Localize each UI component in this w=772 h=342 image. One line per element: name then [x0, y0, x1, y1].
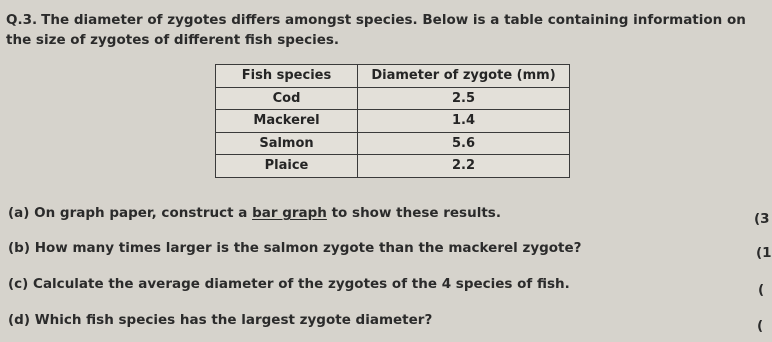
question-c: (c) Calculate the average diameter of the zygotes of the 4 species of fish. — [8, 276, 570, 292]
header-fish-species: Fish species — [216, 65, 358, 88]
cell-diameter: 2.5 — [358, 87, 570, 110]
question-a-suffix: to show these results. — [326, 205, 501, 221]
cell-species: Mackerel — [216, 110, 358, 133]
question-a-emphasis: bar graph — [252, 205, 327, 221]
question-number: Q.3. — [6, 12, 38, 28]
header-diameter: Diameter of zygote (mm) — [358, 65, 570, 88]
cell-species: Salmon — [216, 132, 358, 155]
cell-species: Plaice — [216, 155, 358, 178]
question-b-marks: (1 — [756, 245, 772, 261]
table-row — [216, 132, 570, 155]
cell-diameter: 2.2 — [358, 155, 570, 178]
table-row — [216, 87, 570, 110]
question-a-marks: (3 — [754, 211, 770, 227]
table-row — [216, 155, 570, 178]
question-c-marks: ( — [758, 282, 765, 298]
cell-diameter: 1.4 — [358, 110, 570, 133]
question-d: (d) Which fish species has the largest zygote diameter? — [8, 312, 433, 328]
cell-diameter: 5.6 — [358, 132, 570, 155]
table-row — [216, 110, 570, 133]
question-intro-text: The diameter of zygotes differs amongst species. Below is a table containing information on the size of zygotes of different fish species. — [6, 12, 746, 48]
zygote-table — [215, 64, 570, 178]
question-a-prefix: (a) On graph paper, construct a — [8, 205, 253, 221]
question-a — [8, 205, 501, 221]
question-intro — [6, 10, 761, 50]
cell-species: Cod — [216, 87, 358, 110]
question-d-marks: ( — [757, 318, 764, 334]
table-header-row — [216, 65, 570, 88]
question-b: (b) How many times larger is the salmon zygote than the mackerel zygote? — [8, 240, 582, 256]
